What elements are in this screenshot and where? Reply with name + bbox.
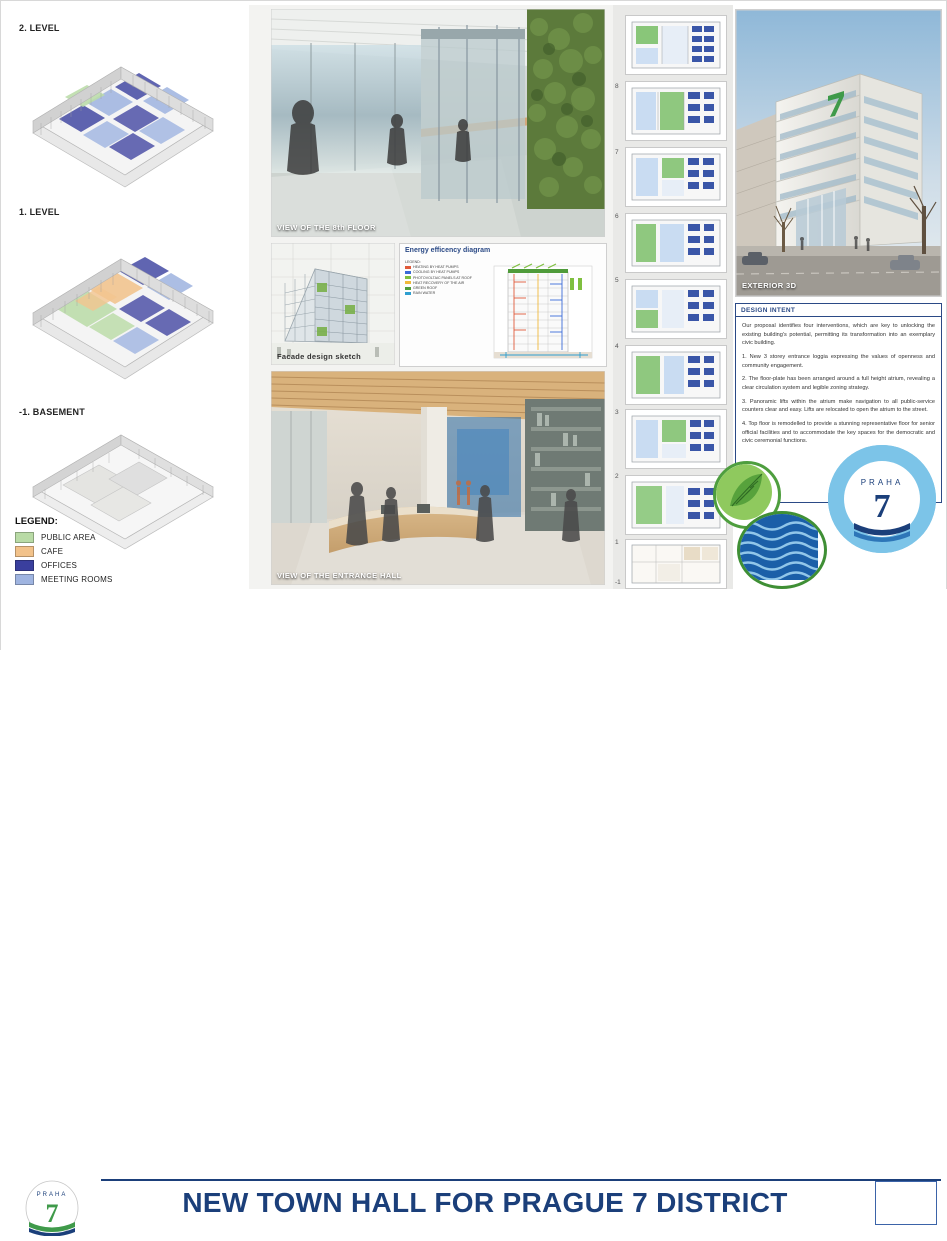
energy-diagram-title: Energy efficency diagram — [405, 247, 491, 254]
svg-text:7: 7 — [873, 488, 891, 525]
left-column — [1, 1, 249, 651]
energy-legend-item-2: PHOTOVOLTAIC PANELS AT ROOF — [405, 276, 472, 281]
design-intent-paragraph-4: 4. Top floor is remodelled to provide a stunning representative floor for senior official facilities and to accommodate the key spaces for the democratic and civic ceremonial functions. — [742, 420, 935, 445]
design-intent-paragraph-1: 1. New 3 storey entrance loggia expressing the values of openness and community engagement. — [742, 353, 935, 369]
floor-plan-6 — [625, 147, 727, 207]
legend-swatch-offices — [15, 560, 34, 571]
design-intent-heading: DESIGN INTENT — [736, 304, 941, 317]
energy-legend-item-4: GREEN ROOF — [405, 286, 472, 291]
praha-7-badge — [828, 445, 936, 553]
legend-label-meeting-rooms: MEETING ROOMS — [41, 575, 113, 584]
level-label-basement: -1. BASEMENT — [19, 407, 85, 417]
photo-8th-floor — [271, 9, 605, 237]
title-divider — [101, 1179, 941, 1181]
energy-legend-item-0: HEATING BY HEAT PUMPS — [405, 265, 472, 270]
svg-text:PRAHA: PRAHA — [860, 478, 904, 487]
legend-label-offices: OFFICES — [41, 561, 78, 570]
legend — [15, 516, 195, 588]
design-intent-paragraph-2: 2. The floor-plate has been arranged around a full height atrium, revealing a clear circulation system and legible zoning strategy. — [742, 376, 935, 391]
legend-swatch-public-area — [15, 532, 34, 543]
energy-legend-item-1: COOLING BY HEAT PUMPS — [405, 270, 472, 275]
legend-item-meeting-rooms — [15, 574, 195, 585]
floor-plan-basement — [625, 539, 727, 589]
design-intent-paragraph-0: Our proposal identifies four interventions, which are key to unlocking the existing building's potential, permitting its transformation into an exemplary civic building. — [742, 323, 935, 347]
axonometric-level-1 — [13, 227, 235, 377]
photo-caption-facade-sketch: Facade design sketch — [277, 352, 361, 361]
legend-item-public-area — [15, 532, 195, 543]
legend-title: LEGEND: — [15, 516, 58, 527]
floor-plan-3 — [625, 345, 727, 405]
energy-legend-title: LEGEND: — [405, 260, 421, 264]
praha-7-logo — [19, 1178, 85, 1236]
photo-caption-8th-floor: VIEW OF THE 8th FLOOR — [277, 223, 376, 232]
level-label-2: 2. LEVEL — [19, 23, 60, 33]
legend-label-cafe: CAFE — [41, 547, 64, 556]
floor-plan-2 — [625, 409, 727, 469]
plan-label-4: 4 — [615, 343, 619, 350]
plan-label-1: 1 — [615, 539, 619, 546]
page-title: NEW TOWN HALL FOR PRAGUE 7 DISTRICT — [182, 1187, 788, 1218]
photo-caption-entrance-hall: VIEW OF THE ENTRANCE HALL — [277, 571, 402, 580]
floor-plan-4 — [625, 279, 727, 339]
floor-plan-1 — [625, 475, 727, 535]
plan-label-6: 6 — [615, 213, 619, 220]
photo-facade-sketch — [271, 243, 395, 365]
axonometric-level-2 — [13, 35, 235, 185]
plan-label-8: 8 — [615, 83, 619, 90]
title-placeholder-box — [875, 1181, 937, 1225]
exterior-3d-caption: EXTERIOR 3D — [742, 281, 797, 290]
design-intent-body — [736, 317, 941, 456]
legend-item-offices — [15, 560, 195, 571]
center-column — [249, 5, 613, 589]
plan-label-3: 3 — [615, 409, 619, 416]
floor-plan-8 — [625, 15, 727, 75]
legend-label-public-area: PUBLIC AREA — [41, 533, 96, 542]
praha-logo-number: 7 — [45, 1199, 59, 1228]
exterior-3d-render — [735, 9, 942, 297]
energy-legend-item-5: RAIN WATER — [405, 291, 472, 296]
energy-diagram-section — [484, 258, 602, 362]
water-badge — [737, 511, 827, 589]
design-intent-paragraph-3: 3. Panoramic lifts within the atrium make navigation to all public-service counters clear and easy. Lifts are relocated to open the atrium to the street. — [742, 398, 935, 414]
energy-diagram-legend — [405, 260, 472, 296]
photo-entrance-hall — [271, 371, 605, 585]
floor-plan-7 — [625, 81, 727, 141]
legend-swatch-meeting-rooms — [15, 574, 34, 585]
plan-label-5: 5 — [615, 277, 619, 284]
level-label-1: 1. LEVEL — [19, 207, 60, 217]
plan-label-7: 7 — [615, 149, 619, 156]
legend-swatch-cafe — [15, 546, 34, 557]
plan-label-basement: -1 — [615, 579, 621, 586]
energy-efficiency-diagram — [399, 243, 607, 367]
plan-label-2: 2 — [615, 473, 619, 480]
title-bar — [1, 589, 947, 1228]
praha-logo-word: PRAHA — [36, 1192, 68, 1198]
floor-plan-5 — [625, 213, 727, 273]
energy-legend-item-3: HEAT RECOVERY OF THE AIR — [405, 281, 472, 286]
legend-item-cafe — [15, 546, 195, 557]
